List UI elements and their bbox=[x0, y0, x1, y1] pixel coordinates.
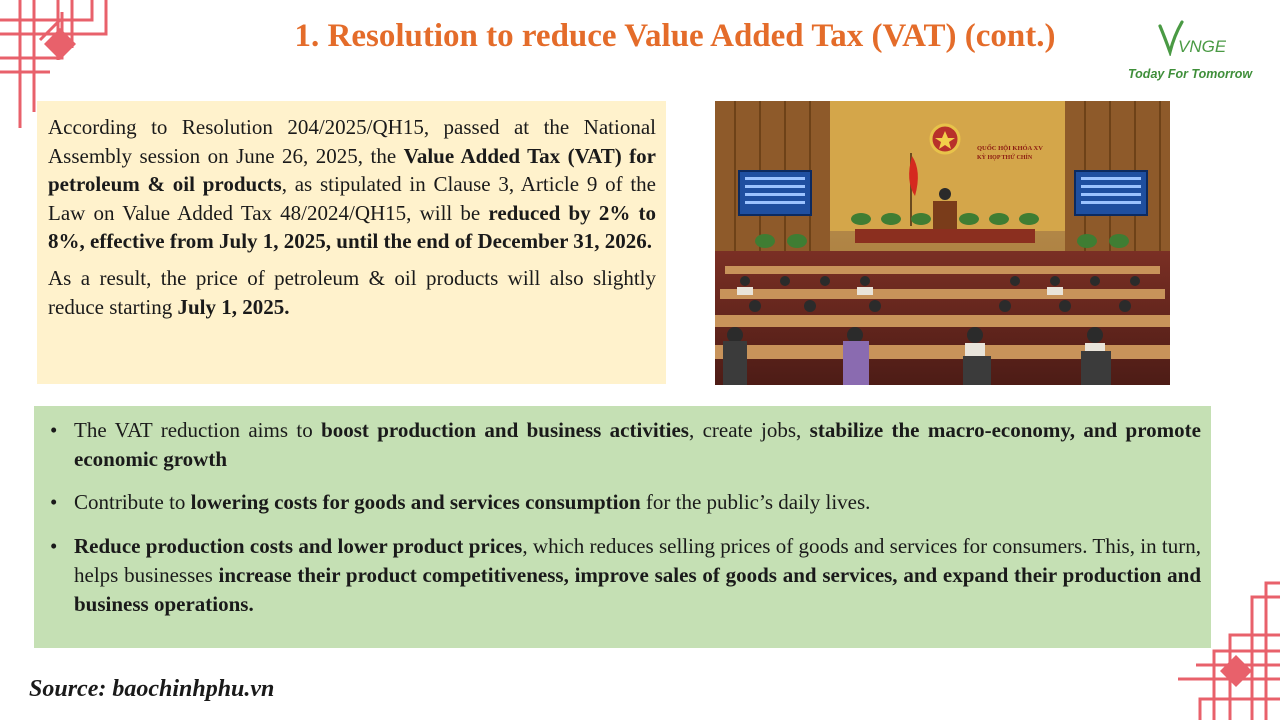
source-citation: Source: baochinhphu.vn bbox=[29, 676, 275, 702]
bullet-marker: • bbox=[50, 490, 58, 515]
bullet-bold-text: increase their product competitiveness, improve sales of goods and services, and expand their production and business operations. bbox=[74, 562, 1201, 616]
info-text: , as stipulated in Clause 3, Article 9 of the Law on Value Added Tax 48/2024/QH15, will be bbox=[48, 172, 656, 225]
info-text: As a result, the price of petroleum & oil products will also slightly reduce starting bbox=[48, 265, 656, 319]
logo-slogan: Today For Tomorrow bbox=[1128, 67, 1253, 81]
photo-banner-line-1: QUỐC HỘI KHÓA XV bbox=[977, 145, 1043, 152]
info-bold-text: July 1, 2025. bbox=[177, 294, 290, 319]
info-paragraph-2 bbox=[48, 264, 656, 321]
bullet-bold-text: lowering costs for goods and services consumption bbox=[190, 490, 641, 515]
vnge-logo-mark bbox=[1156, 18, 1226, 56]
bullet-item-3 bbox=[44, 532, 1201, 618]
bullet-item-1 bbox=[44, 416, 1201, 473]
bullet-bold-text: stabilize the macro-economy, and promote economic growth bbox=[74, 418, 1201, 471]
bullet-marker: • bbox=[50, 418, 58, 442]
resolution-info-box bbox=[37, 101, 666, 384]
national-assembly-photo bbox=[715, 101, 1170, 385]
bullet-bold-text: boost production and business activities bbox=[321, 418, 689, 442]
bullet-text: The VAT reduction aims to bbox=[74, 418, 322, 442]
photo-banner-line-2: KỲ HỌP THỨ CHÍN bbox=[977, 155, 1033, 161]
info-paragraph-1 bbox=[48, 113, 656, 256]
bullet-text: , create jobs, bbox=[688, 418, 810, 442]
benefits-box bbox=[34, 406, 1211, 648]
bullet-item-2 bbox=[44, 488, 1201, 517]
logo-brand-text: VNGE bbox=[1178, 37, 1226, 56]
info-text: According to Resolution 204/2025/QH15, passed at the National Assembly session on June 26, 2025, the bbox=[48, 115, 656, 168]
bullet-marker: • bbox=[50, 534, 58, 559]
info-bold-text: reduced by 2% to 8%, effective from July 1, 2025, until the end of December 31, 2026. bbox=[48, 200, 656, 254]
bullet-text: Contribute to bbox=[74, 490, 191, 515]
bullet-text: for the public’s daily lives. bbox=[640, 490, 871, 515]
slide-title: 1. Resolution to reduce Value Added Tax (VAT) (cont.) bbox=[294, 18, 1056, 54]
info-bold-text: Value Added Tax (VAT) for petroleum & oil products bbox=[48, 143, 656, 197]
bullet-bold-text: Reduce production costs and lower product prices bbox=[74, 534, 523, 559]
vnge-logo bbox=[1126, 16, 1266, 86]
bullet-text: , which reduces selling prices of goods and services for consumers. This, in turn, helps businesses bbox=[74, 534, 1201, 587]
